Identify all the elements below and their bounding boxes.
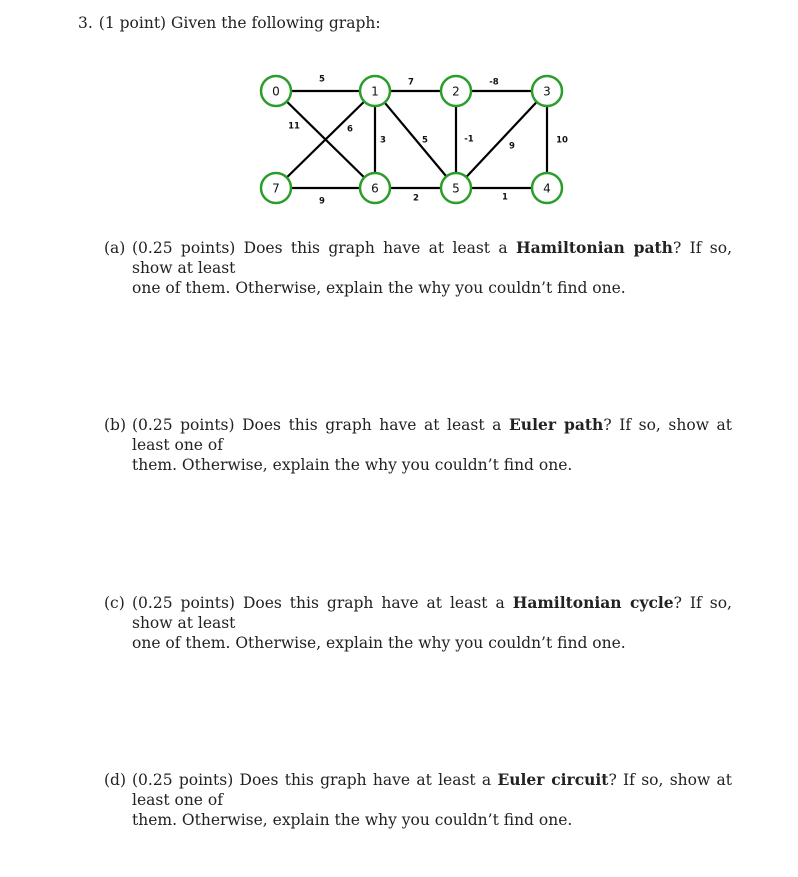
graph-diagram bbox=[250, 60, 580, 220]
node-7 bbox=[261, 173, 291, 203]
edge-weight-0-1: 5 bbox=[319, 74, 325, 85]
edge-weight-1-6: 3 bbox=[380, 135, 386, 146]
node-0 bbox=[261, 76, 291, 106]
edge-weight-0-6: 11 bbox=[288, 121, 300, 132]
part-a-pre: (0.25 points) Does this graph have at least a bbox=[132, 239, 516, 257]
node-1 bbox=[360, 76, 390, 106]
node-5 bbox=[441, 173, 471, 203]
part-d-term: Euler circuit bbox=[497, 770, 609, 789]
part-a-label: (a) bbox=[104, 239, 126, 257]
part-c-label: (c) bbox=[104, 594, 125, 612]
edge-weight-6-5: 2 bbox=[413, 193, 419, 204]
part-a-post: ? If so, show at least bbox=[132, 239, 733, 277]
graph-edge-weights bbox=[288, 75, 568, 207]
graph-edges bbox=[276, 91, 547, 188]
edge-weight-2-5: -1 bbox=[464, 134, 474, 145]
edge-weight-5-4: 1 bbox=[502, 192, 508, 203]
edge-weight-1-2: 7 bbox=[408, 77, 414, 88]
question-text: (1 point) Given the following graph: bbox=[98, 14, 381, 32]
part-c-term: Hamiltonian cycle bbox=[512, 593, 674, 612]
edge-weight-7-1: 6 bbox=[347, 124, 353, 135]
edge-weight-7-6: 9 bbox=[319, 196, 325, 207]
node-label-3: 3 bbox=[543, 84, 551, 99]
part-c bbox=[104, 593, 732, 653]
edge-weight-2-3: -8 bbox=[489, 77, 499, 88]
node-label-7: 7 bbox=[272, 181, 280, 196]
part-d-post: ? If so, show at least one of bbox=[132, 771, 732, 809]
edge-1-5 bbox=[375, 91, 456, 188]
node-label-6: 6 bbox=[371, 181, 379, 196]
part-b-label: (b) bbox=[104, 416, 127, 434]
question-header bbox=[78, 14, 381, 32]
edge-weight-1-5: 5 bbox=[422, 135, 428, 146]
part-d-label: (d) bbox=[104, 771, 127, 789]
edge-weight-3-4: 10 bbox=[556, 135, 568, 146]
node-3 bbox=[532, 76, 562, 106]
node-label-1: 1 bbox=[371, 84, 379, 99]
part-b-pre: (0.25 points) Does this graph have at least a bbox=[132, 416, 509, 434]
part-b-line2: them. Otherwise, explain the why you couldn’t find one. bbox=[132, 456, 573, 474]
node-label-5: 5 bbox=[452, 181, 460, 196]
node-label-0: 0 bbox=[272, 84, 280, 99]
part-d-pre: (0.25 points) Does this graph have at least a bbox=[132, 771, 498, 789]
part-d-line2: them. Otherwise, explain the why you couldn’t find one. bbox=[132, 811, 573, 829]
node-6 bbox=[360, 173, 390, 203]
part-a-term: Hamiltonian path bbox=[515, 238, 673, 257]
part-c-post: ? If so, show at least bbox=[132, 594, 732, 632]
part-a-line2: one of them. Otherwise, explain the why you couldn’t find one. bbox=[132, 279, 626, 297]
node-4 bbox=[532, 173, 562, 203]
part-b-post: ? If so, show at least one of bbox=[132, 416, 732, 454]
node-2 bbox=[441, 76, 471, 106]
edge-weight-3-5: 9 bbox=[509, 141, 515, 152]
part-b bbox=[104, 415, 732, 475]
part-a bbox=[104, 238, 732, 298]
graph-nodes bbox=[261, 76, 562, 203]
node-label-4: 4 bbox=[543, 181, 551, 196]
part-c-line2: one of them. Otherwise, explain the why you couldn’t find one. bbox=[132, 634, 626, 652]
part-c-pre: (0.25 points) Does this graph have at least a bbox=[132, 594, 513, 612]
part-b-term: Euler path bbox=[508, 415, 604, 434]
node-label-2: 2 bbox=[452, 84, 460, 99]
question-number: 3. bbox=[78, 14, 93, 32]
part-d bbox=[104, 770, 732, 830]
